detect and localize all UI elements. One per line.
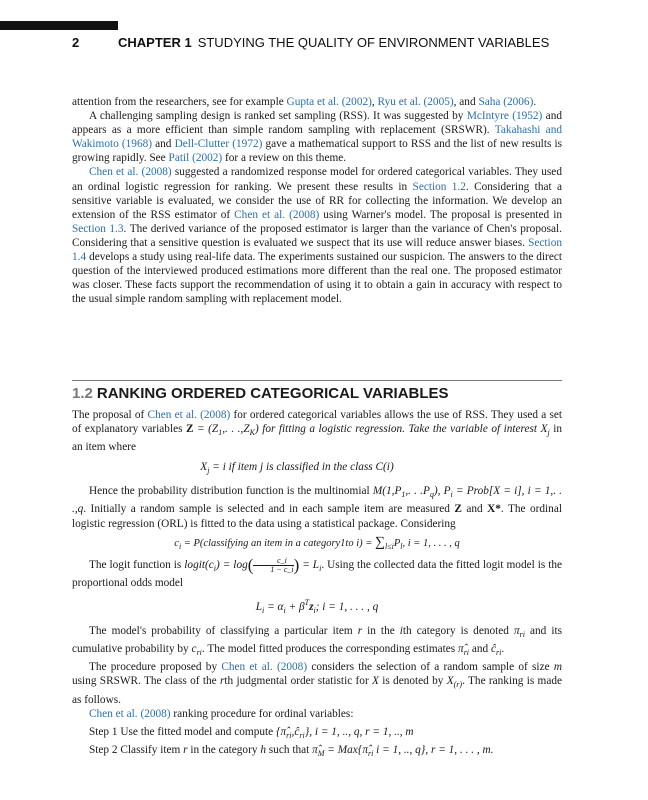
citation-link[interactable]: Chen et al. (2008) xyxy=(147,409,231,421)
running-head xyxy=(72,35,592,50)
citation-link[interactable]: Ryu et al. (2005) xyxy=(377,96,454,108)
fraction: $\frac{c\_i}{1 - c\_i}$ xyxy=(253,557,293,574)
intro-text xyxy=(72,95,562,306)
citation-link[interactable]: Takahashi and Wakimoto (1968) xyxy=(72,124,562,151)
chapter-label: CHAPTER 1 xyxy=(118,35,192,50)
citation-link[interactable]: McIntyre (1952) xyxy=(466,110,543,123)
citation-link[interactable]: Chen et al. (2008) xyxy=(89,707,171,720)
section-body xyxy=(72,408,562,761)
procedure-label: Chen et al. (2008) ranking procedure for ordinal variables: xyxy=(89,707,354,720)
intro-paragraph-2: A challenging sampling design is ranked set sampling (RSS). It was suggested by McIntyre (1952) and appears as a more efficient than simple random sampling with replacement (SRSWR). Takahashi and Wakimoto (1968) and Dell-Clutter (1972) gave a mathematical support to RSS and the list of new results is growing rapidly. See Patil (2002) for a review on this theme. xyxy=(72,110,562,165)
step-2: Step 2 Classify item r in the category h such that $\pî_M$ = $Max\{\pî_{ri}$ i = 1, .., q}, r = 1, . . . , m. xyxy=(89,743,494,758)
citation-link[interactable]: Chen et al. (2008) xyxy=(89,166,172,179)
body-paragraph-3: The logit function is $logit(c_i) = \log$( $\frac{c\_i}{1 - c\_i}$ ) = $L_i$. Using the collected data the fitted logit model is the proportional odds model xyxy=(72,555,562,589)
page-number: 2 xyxy=(72,35,80,50)
equation-2: $c_i$ = P(classifying an item in a category1to $i) = \sum_{l\le i}P_l$, i = 1, . . . , q xyxy=(174,534,460,551)
body-paragraph-1: The proposal of Chen et al. (2008) for ordered categorical variables allows the use of RSS. They used a set of explanatory variables $Z = (Z_1$,. . $.,Z_K$) for fitting a logistic regression. Take the variable of interest $X_j$ in an item where xyxy=(72,409,563,454)
body-paragraph-4: The model's probability of classifying a particular item r in the ith category is denoted $\pi_{ri}$ and its cumulative probability by $c_{ri}$. The model fitted produces the corresponding estimates $\pî_{ri}$ and $ĉ_{ri}$. xyxy=(72,625,563,658)
intro-paragraph-3: Chen et al. (2008) suggested a randomized response model for ordered categorical variables. They used an ordinal logistic regression for ranking. We present these results in Section 1.2. Considering that a sensitive variable is evaluated, we consider the use of RR for collecting the information. We develop an extension of the RSS estimator of Chen et al. (2008) using Warner's model. The proposal is presented in Section 1.3. The derived variance of the proposed estimator is larger than the variance of Chen's proposal. Considering that a sensitive question is evaluated we suspect that its use will reduce answer biases. Section 1.4 develops a study using real-life data. The experiments sustained our suspicion. The answers to the direct question of the interviewed produced estimations more different than the real one. The proposed estimator was closer. These facts support the recommendation of using it to obtain a gain in accuracy with respect to the usual simple random sampling with replacement model. xyxy=(72,166,562,306)
header-bar xyxy=(0,21,118,30)
citation-link[interactable]: Chen et al. (2008) xyxy=(221,661,308,674)
body-paragraph-2: Hence the probability distribution function is the multinomial $M(1,P_1$,. . $.P_q$), $P_i$ = Prob[X = i], i = 1,. . .,q. Initially a random sample is selected and in each sample item are measured Z and X*. The ordinal logistic regression (ORL) is fitted to the data using a statistical package. Considering xyxy=(72,485,563,530)
section-title: RANKING ORDERED CATEGORICAL VARIABLES xyxy=(96,385,449,402)
body-paragraph-5: The procedure proposed by Chen et al. (2008) considers the selection of a random sample of size m using SRSWR. The class of the rth judgmental order statistic for X is denoted by $X_{(r)}$. The ranking is made as follows. xyxy=(72,661,562,706)
section-heading xyxy=(72,385,449,402)
section-link[interactable]: Section 1.3 xyxy=(72,222,124,235)
citation-link[interactable]: Gupta et al. (2002) xyxy=(286,96,372,108)
section-link[interactable]: Section 1.4 xyxy=(72,236,562,264)
citation-link[interactable]: Saha (2006) xyxy=(478,96,534,108)
citation-link[interactable]: Chen et al. (2008) xyxy=(234,208,320,221)
step-1: Step 1 Use the fitted model and compute $\{\pî_{ri},ĉ_{ri}\}$, i = 1, .., q, r = 1, .., m xyxy=(89,725,414,740)
intro-paragraph-1: attention from the researchers, see for example Gupta et al. (2002), Ryu et al. (2005), and Saha (2006). xyxy=(72,96,537,108)
citation-link[interactable]: Dell-Clutter (1972) xyxy=(174,138,263,151)
equation-3: $L_i = \alpha_i + \beta^Tz_i$; i = 1, . . . , q xyxy=(255,598,379,616)
citation-link[interactable]: Patil (2002) xyxy=(168,152,223,165)
chapter-title: STUDYING THE QUALITY OF ENVIRONMENT VARIABLES xyxy=(197,35,550,50)
equation-1: $X_j = i$ if item j is classified in the class C(i) xyxy=(200,461,394,476)
section-number: 1.2 xyxy=(72,385,93,402)
section-divider xyxy=(72,380,562,381)
section-link[interactable]: Section 1.2 xyxy=(412,180,466,193)
